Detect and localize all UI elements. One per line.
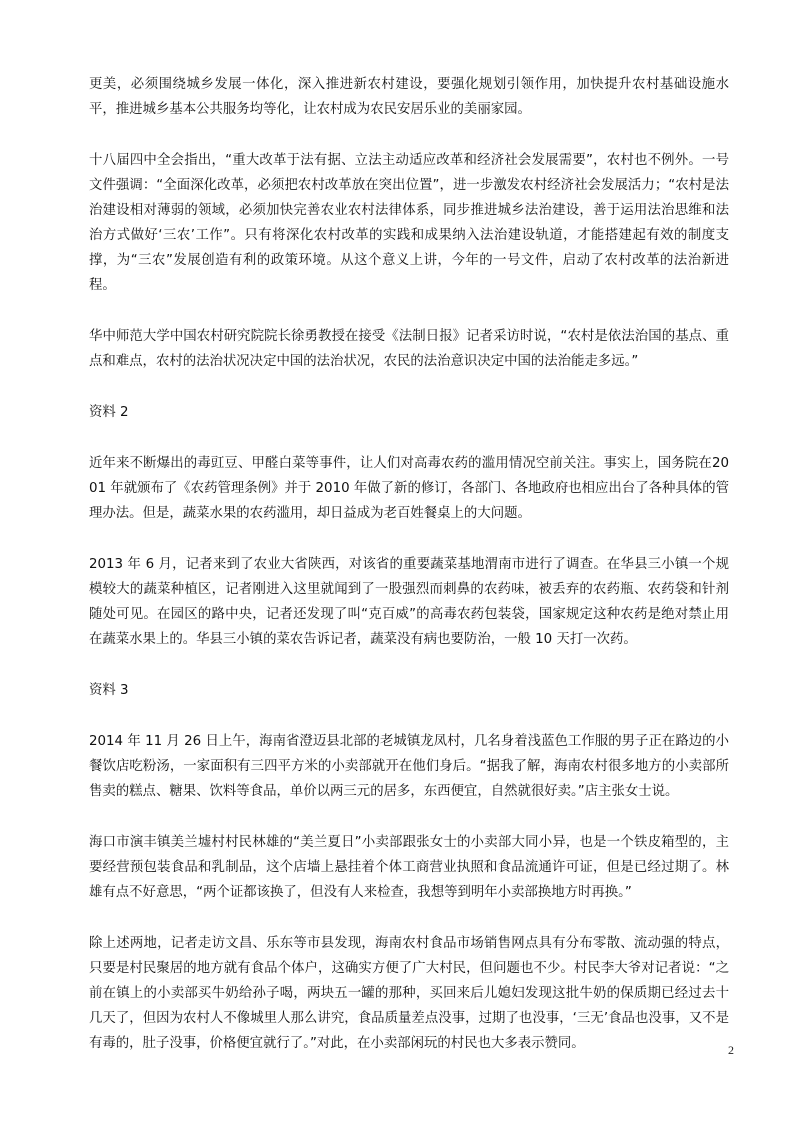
paragraph-6: 2014 年 11 月 26 日上午，海南省澄迈县北部的老城镇龙凤村，几名身着浅蓝色工作服的男子正在路边的小餐饮店吃粉汤，一家面积有三四平方米的小卖部就开在他们身后。“据我了解，海南农村很多地方的小卖部所售卖的糕点、糖果、饮料等食品，单价以两三元的居多，东西便宜，自然就很好卖。”店主张女士说。 [89, 734, 729, 799]
paragraph-4: 近年来不断爆出的毒豇豆、甲醛白菜等事件，让人们对高毒农药的滥用情况空前关注。事实上，国务院在2001 年就颁布了《农药管理条例》并于 2010 年做了新的修订，各部门、各地政府也相应出台了各种具体的管理办法。但是，蔬菜水果的农药滥用，却日益成为老百姓餐桌上的大问题。 [89, 456, 729, 521]
paragraph-3: 华中师范大学中国农村研究院院长徐勇教授在接受《法制日报》记者采访时说，“农村是依法治国的基点、重点和难点，农村的法治状况决定中国的法治状况，农民的法治意识决定中国的法治能走多远。” [89, 329, 729, 369]
paragraph-2: 十八届四中全会指出，“重大改革于法有据、立法主动适应改革和经济社会发展需要”，农村也不例外。一号文件强调：“全面深化改革，必须把农村改革放在突出位置”，进一步激发农村经济社会发展活力；“农村是法治建设相对薄弱的领域，必须加快完善农业农村法律体系，同步推进城乡法治建设，善于运用法治思维和法治方式做好‘三农’工作”。只有将深化农村改革的实践和成果纳入法治建设轨道，才能搭建起有效的制度支撑，为“三农”发展创造有利的政策环境。从这个意义上讲，今年的一号文件，启动了农村改革的法治新进程。 [89, 153, 729, 293]
page-number: 2 [728, 1043, 734, 1057]
paragraph-7: 海口市演丰镇美兰墟村村民林雄的“美兰夏日”小卖部跟张女士的小卖部大同小异，也是一个铁皮箱型的，主要经营预包装食品和乳制品，这个店墙上悬挂着个体工商营业执照和食品流通许可证，但是已经过期了。林雄有点不好意思，“两个证都该换了，但没有人来检查，我想等到明年小卖部换地方时再换。” [89, 835, 729, 900]
paragraph-8: 除上述两地，记者走访文昌、乐东等市县发现，海南农村食品市场销售网点具有分布零散、流动强的特点，只要是村民聚居的地方就有食品个体户，这确实方便了广大村民，但问题也不少。村民李大爷对记者说：“之前在镇上的小卖部买牛奶给孙子喝，两块五一罐的那种，买回来后儿媳妇发现这批牛奶的保质期已经过去十几天了，但因为农村人不像城里人那么讲究，食品质量差点没事，过期了也没事，‘三无’食品也没事，又不是有毒的，肚子没事，价格便宜就行了。”对此，在小卖部闲玩的村民也大多表示赞同。 [89, 936, 729, 1051]
paragraph-1: 更美，必须围绕城乡发展一体化，深入推进新农村建设，要强化规划引领作用，加快提升农村基础设施水平，推进城乡基本公共服务均等化，让农村成为农民安居乐业的美丽家园。 [89, 77, 729, 117]
section-heading-material-3: 资料 3 [89, 683, 129, 698]
section-heading-material-2: 资料 2 [89, 405, 129, 420]
paragraph-5: 2013 年 6 月，记者来到了农业大省陕西，对该省的重要蔬菜基地渭南市进行了调查。在华县三小镇一个规模较大的蔬菜种植区，记者刚进入这里就闻到了一股强烈而刺鼻的农药味，被丢弃的农药瓶、农药袋和针剂随处可见。在园区的路中央，记者还发现了叫“克百威”的高毒农药包装袋，国家规定这种农药是绝对禁止用在蔬菜水果上的。华县三小镇的菜农告诉记者，蔬菜没有病也要防治，一般 10 天打一次药。 [89, 557, 729, 647]
document-body [89, 72, 729, 1056]
